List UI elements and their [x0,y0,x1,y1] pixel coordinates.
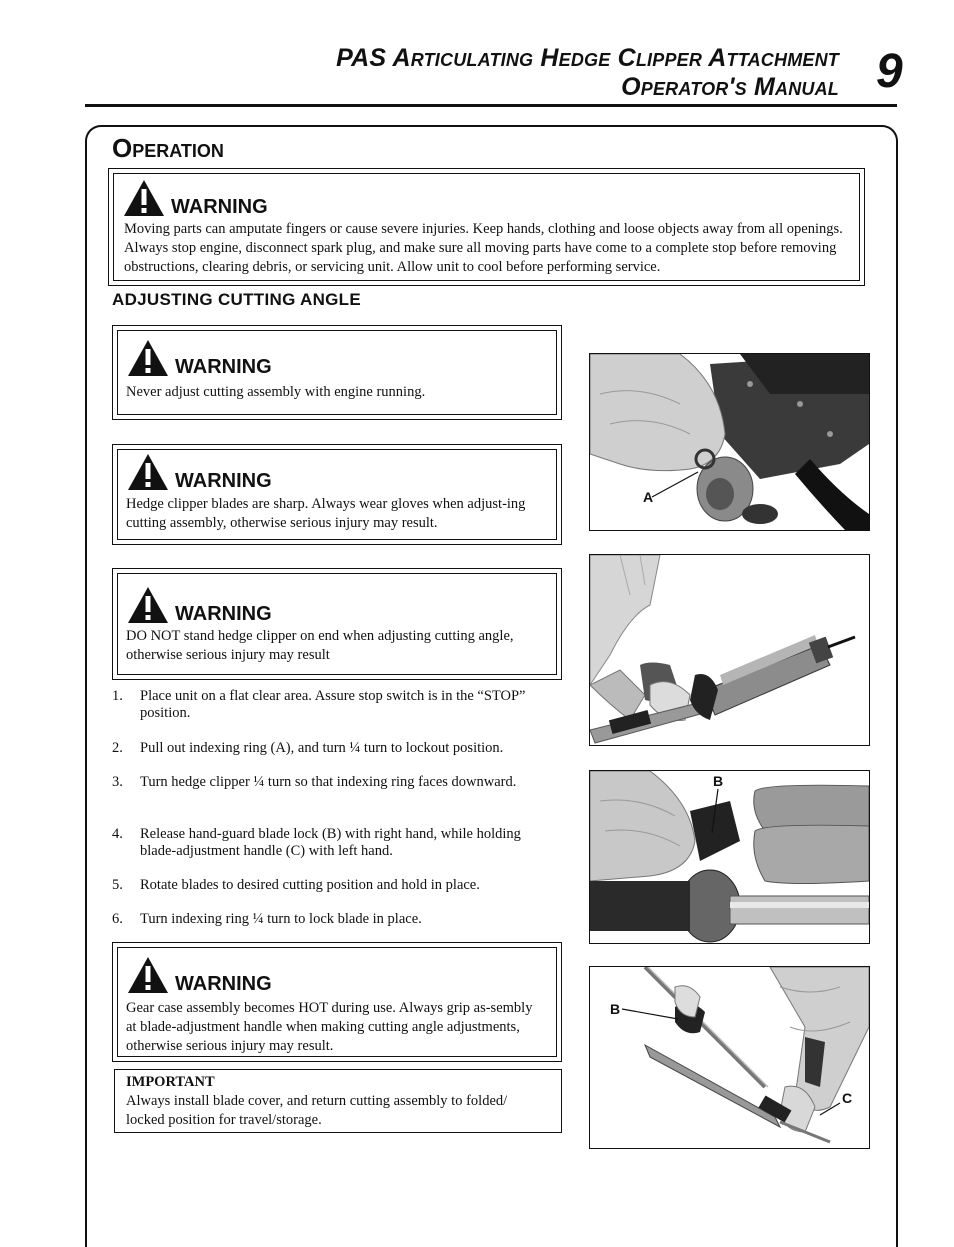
warning-triangle-icon [127,453,169,491]
warning-box-engine [112,325,562,420]
warning-box-moving-parts [108,168,865,286]
warning-label: WARNING [175,973,272,995]
warning-box-hot-gear-case [112,942,562,1062]
warning-triangle-icon [127,339,169,377]
header-rule [85,104,897,107]
warning-header [127,586,272,624]
important-text: Always install blade cover, and return cutting assembly to folded/ locked position for travel/storage. [126,1093,508,1128]
warning-header [127,339,272,377]
manual-title-line2: Operator's Manual [621,73,839,101]
subsection-title: ADJUSTING CUTTING ANGLE [112,290,361,309]
warning-label: WARNING [171,196,268,218]
photo-blade-lock [589,770,870,944]
photo-blade-adjustment-handle [589,966,870,1149]
important-title: IMPORTANT [126,1074,215,1090]
callout-b-label: B [610,1001,621,1017]
warning-triangle-icon [123,179,165,217]
page-number: 9 [876,45,903,98]
warning-triangle-icon [127,956,169,994]
warning-header [127,956,272,994]
photo-indexing-ring [589,353,870,531]
section-title: Operation [112,133,224,163]
warning-text: Gear case assembly becomes HOT during use. Always grip as-sembly at blade-adjustment handle when making cutting angle adjustments, otherwise serious injury may result. [126,1000,533,1054]
manual-title-line1: PAS Articulating Hedge Clipper Attachment [336,44,839,72]
warning-header [127,453,272,491]
warning-text: Moving parts can amputate fingers or cause severe injuries. Keep hands, clothing and loose objects away from all openings. Always stop engine, disconnect spark plug, and make sure all moving parts have come to a complete stop before removing obstructions, clearing debris, or servicing unit. Allow unit to cool before performing service. [124,221,843,275]
warning-box-sharp-blades [112,444,562,545]
important-note [114,1069,562,1133]
warning-label: WARNING [175,470,272,492]
photo-kneeling-operator [589,554,870,746]
warning-label: WARNING [175,603,272,625]
warning-text: DO NOT stand hedge clipper on end when adjusting cutting angle, otherwise serious injury may result [126,628,514,663]
warning-header [123,179,268,217]
manual-title [119,44,839,102]
warning-box-stand-on-end [112,568,562,680]
warning-text: Never adjust cutting assembly with engine running. [126,384,426,400]
warning-label: WARNING [175,356,272,378]
callout-b-label: B [713,773,724,789]
warning-triangle-icon [127,586,169,624]
callout-c-label: C [842,1090,853,1106]
callout-a-label: A [643,489,654,505]
warning-text: Hedge clipper blades are sharp. Always wear gloves when adjust-ing cutting assembly, otherwise serious injury may result. [126,496,526,531]
